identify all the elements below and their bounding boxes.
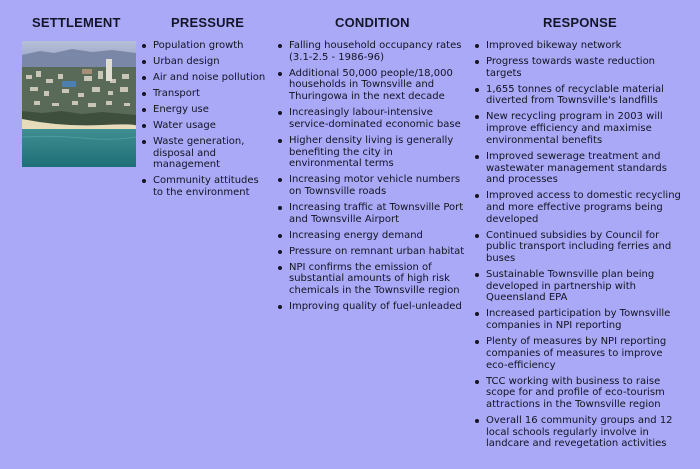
condition-item: Additional 50,000 people/18,000 households in Townsville and Thuringowa in the next decade: [278, 68, 468, 103]
pressure-item: Urban design: [142, 56, 269, 68]
pressure-item: Community attitudes to the environment: [142, 175, 269, 198]
condition-item: Higher density living is generally benefiting the city in environmental terms: [278, 135, 468, 170]
condition-item: Increasing energy demand: [278, 230, 468, 242]
response-item: 1,655 tonnes of recyclable material diverted from Townsville's landfills: [475, 84, 687, 107]
condition-item: Increasingly labour-intensive service-dominated economic base: [278, 107, 468, 130]
response-item: Plenty of measures by NPI reporting companies of measures to improve eco-efficiency: [475, 336, 687, 371]
condition-list: [278, 40, 468, 317]
response-item: Progress towards waste reduction targets: [475, 56, 687, 79]
condition-item: Pressure on remnant urban habitat: [278, 246, 468, 258]
pressure-item: Water usage: [142, 120, 269, 132]
condition-header: CONDITION: [335, 15, 410, 30]
response-item: TCC working with business to raise scope for and profile of eco-tourism attractions in the Townsville region: [475, 376, 687, 411]
settlement-header: SETTLEMENT: [32, 15, 121, 30]
pressure-header: PRESSURE: [171, 15, 245, 30]
response-header: RESPONSE: [543, 15, 617, 30]
pressure-item: Air and noise pollution: [142, 72, 269, 84]
pressure-item: Energy use: [142, 104, 269, 116]
response-item: Overall 16 community groups and 12 local schools regularly involve in landcare and revegetation activities: [475, 415, 687, 450]
response-list: [475, 40, 687, 454]
response-item: Continued subsidies by Council for public transport including ferries and buses: [475, 230, 687, 265]
response-item: Sustainable Townsville plan being developed in partnership with Queensland EPA: [475, 269, 687, 304]
response-item: Improved sewerage treatment and wastewater management standards and processes: [475, 151, 687, 186]
response-item: Improved bikeway network: [475, 40, 687, 52]
response-item: Increased participation by Townsville companies in NPI reporting: [475, 308, 687, 331]
condition-item: Improving quality of fuel-unleaded: [278, 301, 468, 313]
townsville-aerial-photo: [22, 41, 136, 167]
pressure-item: Waste generation, disposal and management: [142, 136, 269, 171]
condition-item: NPI confirms the emission of substantial amounts of high risk chemicals in the Townsville region: [278, 262, 468, 297]
pressure-item: Transport: [142, 88, 269, 100]
condition-item: Increasing motor vehicle numbers on Townsville roads: [278, 174, 468, 197]
condition-item: Falling household occupancy rates (3.1-2.5 - 1986-96): [278, 40, 468, 63]
pressure-list: [142, 40, 269, 203]
response-item: New recycling program in 2003 will improve efficiency and maximise environmental benefits: [475, 111, 687, 146]
condition-item: Increasing traffic at Townsville Port and Townsville Airport: [278, 202, 468, 225]
response-item: Improved access to domestic recycling and more effective programs being developed: [475, 190, 687, 225]
pressure-item: Population growth: [142, 40, 269, 52]
